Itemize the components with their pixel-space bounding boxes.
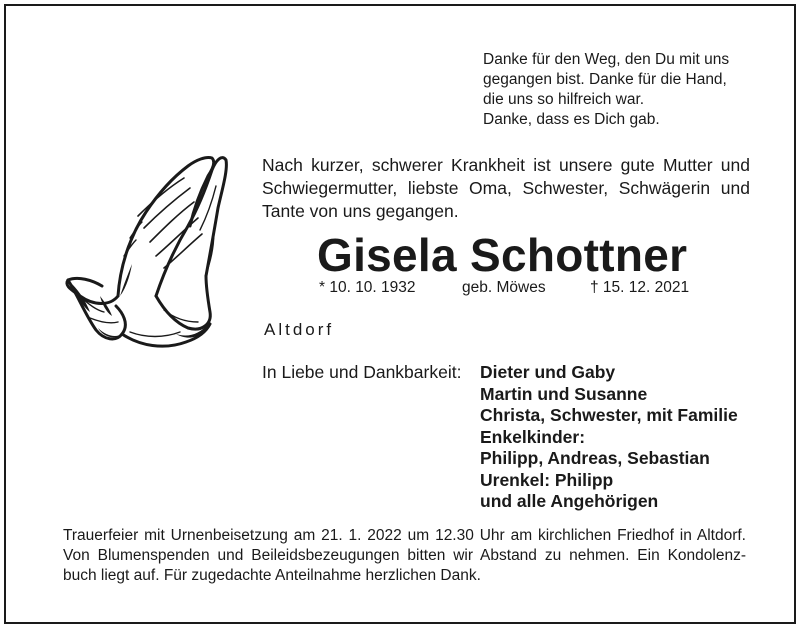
motto-line: die uns so hilfreich war. [483, 91, 645, 108]
notice-line: buch liegt auf. Für zugedachte Anteilnahme herzlichen Dank. [63, 567, 481, 584]
intro-text: Nach kurzer, schwerer Krankheit ist unsere gute Mutter und Schwiegermutter, liebste Oma, Schwester, Schwägerin und Tante von uns gegangen. [262, 155, 750, 221]
notice-line: Von Blumenspenden und Beileidsbezeugungen bitten wir Abstand zu nehmen. Ein Kondolenz- [63, 547, 746, 564]
mourner-entry: Enkelkinder: [480, 426, 586, 447]
motto-verse [483, 50, 729, 130]
deceased-name: Gisela Schottner [317, 229, 688, 281]
birth-date: * 10. 10. 1932 [319, 279, 416, 296]
death-date: † 15. 12. 2021 [590, 279, 690, 296]
motto-line: Danke, dass es Dich gab. [483, 111, 660, 128]
motto-line: Danke für den Weg, den Du mit uns [483, 51, 730, 68]
mourner-entry: und alle Angehörigen [480, 491, 659, 511]
notice-line: Trauerfeier mit Urnenbeisetzung am 21. 1. 2022 um 12.30 Uhr am kirchlichen Friedhof in Altdorf. [63, 527, 746, 544]
motto-line: gegangen bist. Danke für die Hand, [483, 71, 727, 88]
mourner-entry: Dieter und Gaby [480, 362, 616, 382]
mourning-label: In Liebe und Dankbarkeit: [262, 362, 462, 382]
mourner-entry: Christa, Schwester, mit Familie [480, 405, 738, 425]
praying-hands-icon [60, 146, 230, 356]
maiden-name: geb. Möwes [462, 279, 546, 296]
mourner-entry: Philipp, Andreas, Sebastian [480, 448, 710, 468]
funeral-notice [63, 526, 746, 586]
mourners-list [480, 362, 738, 513]
place-name: Altdorf [264, 320, 335, 339]
obituary-card [4, 4, 796, 624]
mourner-entry: Martin und Susanne [480, 383, 648, 404]
mourner-entry: Urenkel: Philipp [480, 469, 614, 490]
